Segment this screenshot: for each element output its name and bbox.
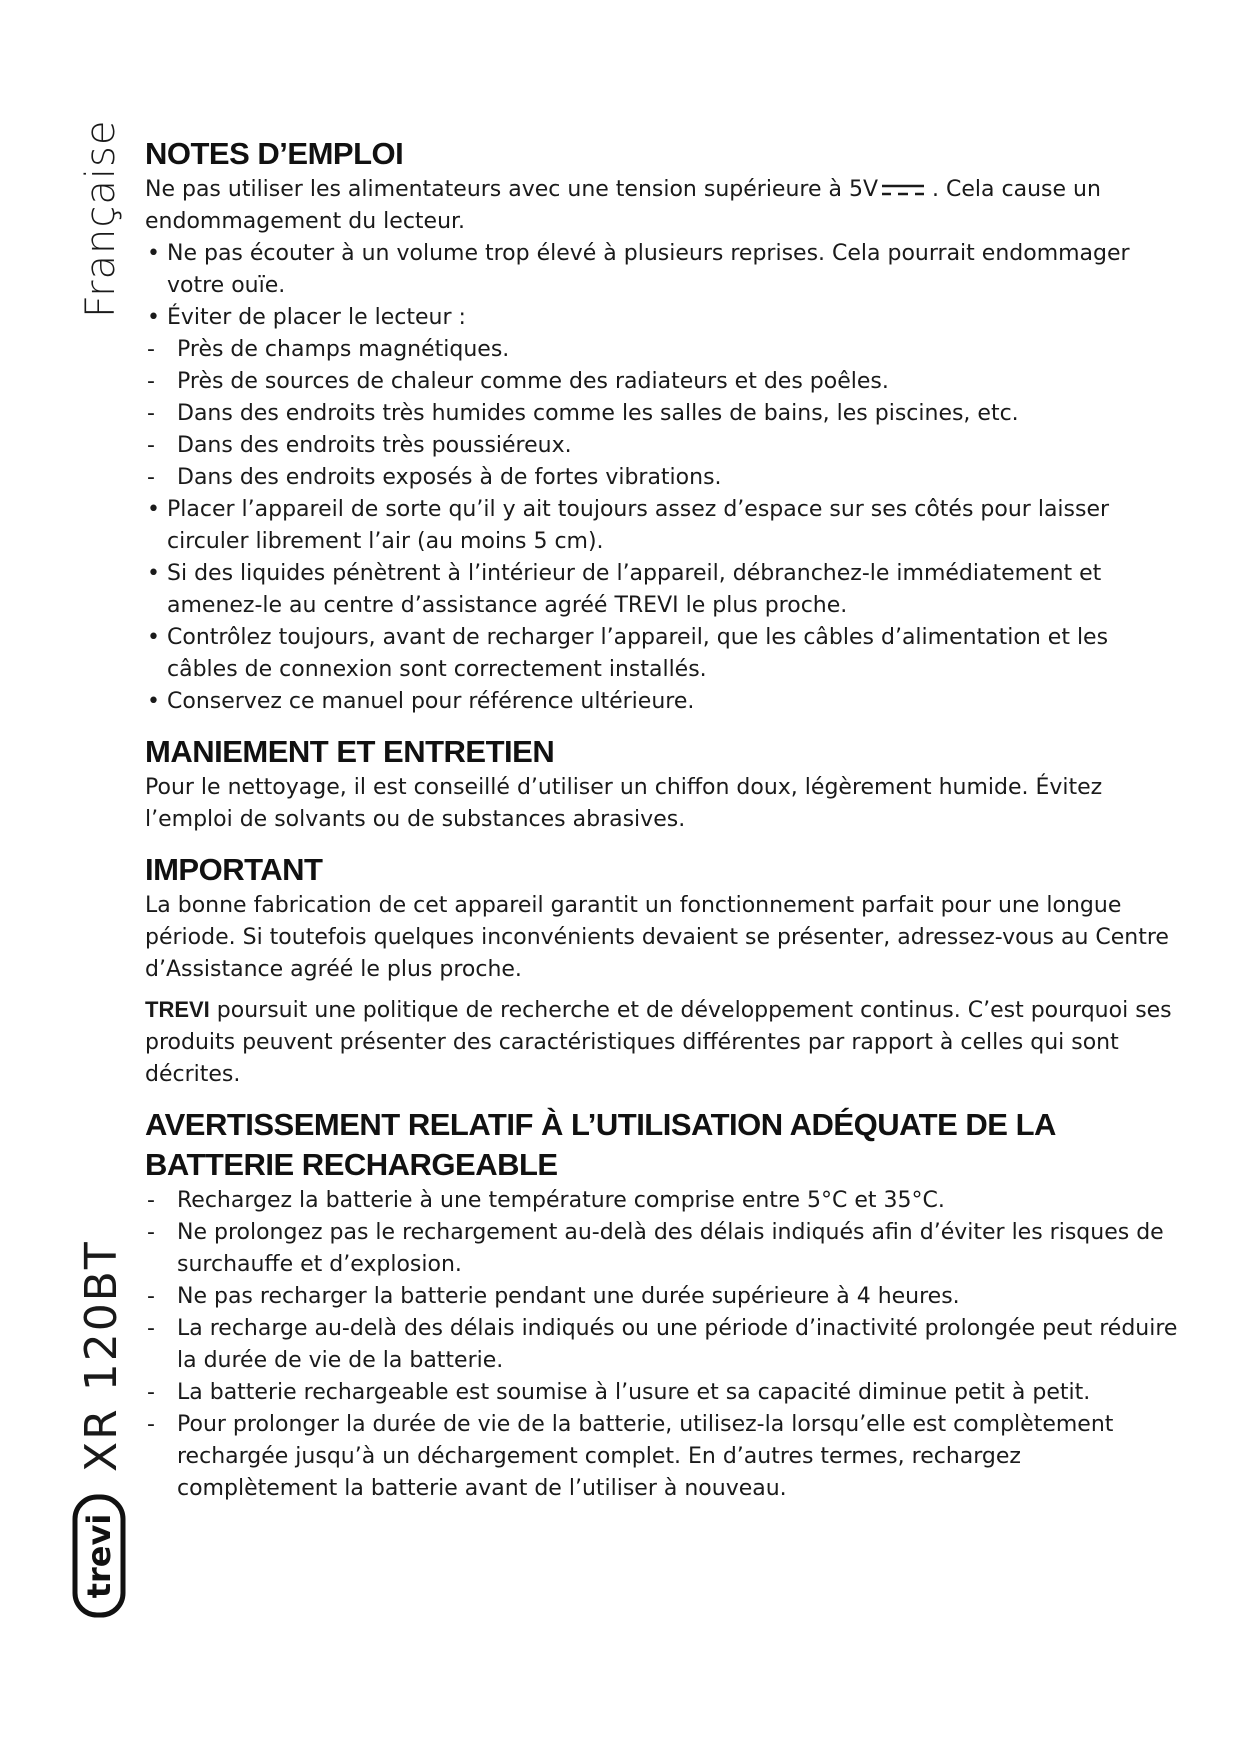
manual-content xyxy=(145,134,1185,1505)
list-item: - Dans des endroits très humides comme les salles de bains, les piscines, etc. xyxy=(145,398,1185,430)
language-label: Française xyxy=(78,119,124,318)
list-item: • Si des liquides pénètrent à l’intérieur de l’appareil, débranchez-le immédiatement et amenez-le au centre d’assistance agréé TREVI le plus proche. xyxy=(145,558,1185,622)
dc-symbol-icon xyxy=(880,183,926,197)
battery-heading: AVERTISSEMENT RELATIF À L’UTILISATION ADÉQUATE DE LA BATTERIE RECHARGEABLE xyxy=(145,1107,1056,1182)
list-item: - Dans des endroits exposés à de fortes vibrations. xyxy=(145,462,1185,494)
trevi-logo xyxy=(72,1494,126,1618)
notes-list xyxy=(145,238,1185,718)
list-item: - Ne prolongez pas le rechargement au-delà des délais indiqués afin d’éviter les risques de surchauffe et d’explosion. xyxy=(145,1217,1185,1281)
important-heading: IMPORTANT xyxy=(145,852,323,887)
care-heading: MANIEMENT ET ENTRETIEN xyxy=(145,734,555,769)
notes-intro: Ne pas utiliser les alimentateurs avec une tension supérieure à 5V . Cela cause un endommagement du lecteur. xyxy=(145,177,1101,234)
list-item: - Dans des endroits très poussiéreux. xyxy=(145,430,1185,462)
list-item: - La recharge au-delà des délais indiqués ou une période d’inactivité prolongée peut réduire la durée de vie de la batterie. xyxy=(145,1313,1185,1377)
list-item: • Éviter de placer le lecteur : xyxy=(145,302,1185,334)
important-text: La bonne fabrication de cet appareil garantit un fonctionnement parfait pour une longue période. Si toutefois quelques inconvénients devaient se présenter, adressez-vous au Centre d’Assistance agréé le plus proche. xyxy=(145,893,1169,982)
list-item: - Ne pas recharger la batterie pendant une durée supérieure à 4 heures. xyxy=(145,1281,1185,1313)
list-item: • Conservez ce manuel pour référence ultérieure. xyxy=(145,686,1185,718)
list-item: - Près de sources de chaleur comme des radiateurs et des poêles. xyxy=(145,366,1185,398)
list-item: - Pour prolonger la durée de vie de la batterie, utilisez-la lorsqu’elle est complètement rechargée jusqu’à un déchargement complet. En d’autres termes, rechargez complètement la batterie avant de l’utiliser à nouveau. xyxy=(145,1409,1185,1505)
list-item: - Près de champs magnétiques. xyxy=(145,334,1185,366)
list-item: - La batterie rechargeable est soumise à l’usure et sa capacité diminue petit à petit. xyxy=(145,1377,1185,1409)
list-item: • Contrôlez toujours, avant de recharger l’appareil, que les câbles d’alimentation et les câbles de connexion sont correctement installés. xyxy=(145,622,1185,686)
care-text: Pour le nettoyage, il est conseillé d’utiliser un chiffon doux, légèrement humide. Évitez l’emploi de solvants ou de substances abrasives. xyxy=(145,775,1103,832)
battery-list xyxy=(145,1185,1185,1505)
list-item: - Rechargez la batterie à une température comprise entre 5°C et 35°C. xyxy=(145,1185,1185,1217)
brand-name: TREVI xyxy=(145,997,210,1022)
list-item: • Ne pas écouter à un volume trop élevé à plusieurs reprises. Cela pourrait endommager votre ouïe. xyxy=(145,238,1185,302)
important-text-2: TREVI poursuit une politique de recherche et de développement continus. C’est pourquoi ses produits peuvent présenter des caractéristiques différentes par rapport à celles qui sont décrites. xyxy=(145,997,1172,1087)
svg-text:trevi: trevi xyxy=(80,1513,118,1599)
notes-heading: NOTES D’EMPLOI xyxy=(145,136,404,171)
list-item: • Placer l’appareil de sorte qu’il y ait toujours assez d’espace sur ses côtés pour laisser circuler librement l’air (au moins 5 cm). xyxy=(145,494,1185,558)
model-label: XR 120BT xyxy=(76,1240,127,1472)
